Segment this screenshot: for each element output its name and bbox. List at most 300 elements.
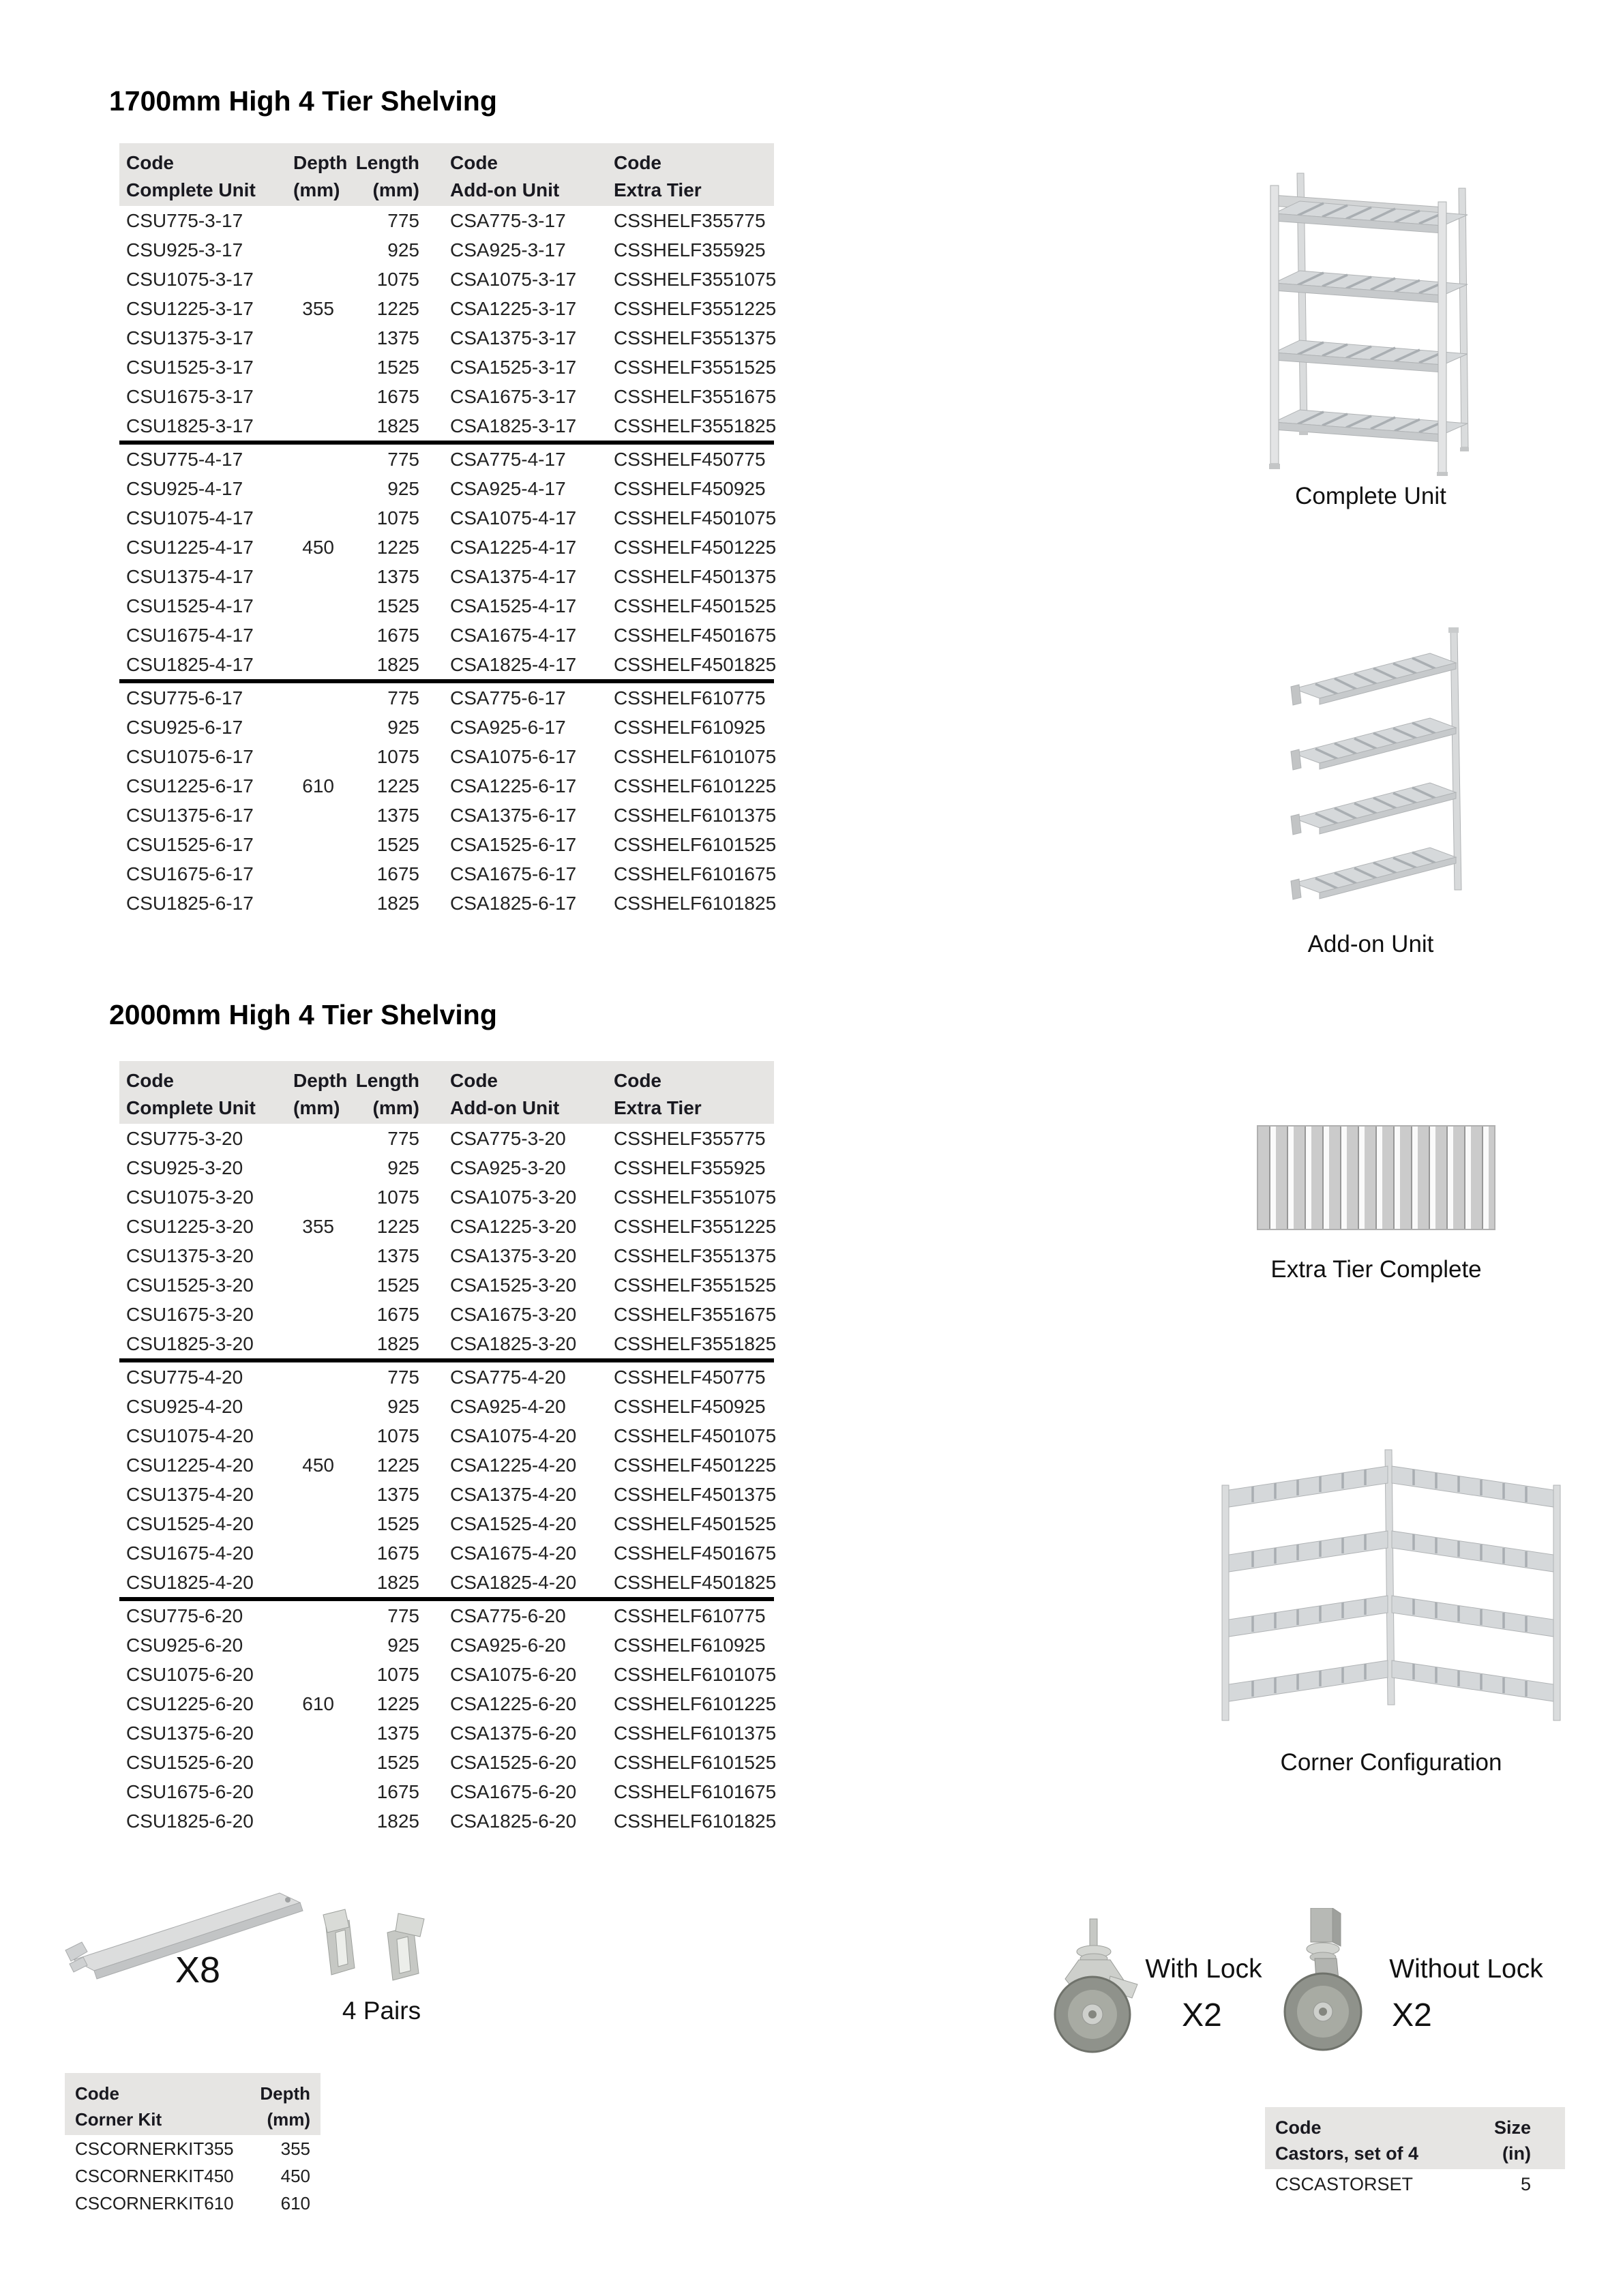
table-cell: CSSHELF6101825 [614, 1810, 777, 1832]
table-cell [293, 353, 334, 382]
table-cell: CSSHELF4501075 [614, 507, 777, 528]
table-cell: 1825 [376, 1333, 419, 1354]
figure-complete-unit [1248, 155, 1493, 510]
table-cell: CSSHELF3551225 [614, 1216, 777, 1237]
table-cell: CSU925-3-20 [126, 1157, 243, 1178]
table-cell: CSA1375-3-20 [450, 1245, 577, 1266]
table-cell: CSU1225-6-17 [126, 775, 254, 796]
corner-configuration-image [1193, 1432, 1589, 1742]
table-cell: CSU1675-3-20 [126, 1304, 254, 1325]
table-cell: CSU1825-4-17 [126, 654, 254, 675]
table-cell: CSA1075-6-17 [450, 746, 577, 767]
table-cell: CSSHELF4501075 [614, 1425, 777, 1446]
table-row [119, 1182, 777, 1212]
table-row [119, 830, 777, 859]
table-cell: CSSHELF355925 [614, 1157, 766, 1178]
table-header [1265, 2107, 1565, 2169]
table-cell: CSU1375-6-20 [126, 1723, 254, 1744]
table-cell: 775 [387, 449, 419, 470]
table-cell: CSU1825-3-20 [126, 1333, 254, 1354]
table-cell: 775 [387, 1367, 419, 1388]
header-code-complete-unit: Code Complete Unit [126, 1070, 256, 1118]
table-cell: CSSHELF4501675 [614, 1542, 777, 1564]
with-lock-quantity: X2 [1182, 1997, 1222, 2033]
table-cell: CSSHELF4501225 [614, 537, 777, 558]
table-cell: CSSHELF4501225 [614, 1455, 777, 1476]
header-depth: Depth (mm) [293, 1070, 348, 1118]
figure-corner-configuration [1193, 1432, 1589, 1776]
table-cell: CSU1525-3-20 [126, 1274, 254, 1296]
header-code-addon: Code Add-on Unit [450, 1070, 560, 1118]
table-cell: CSA1375-4-20 [450, 1484, 577, 1505]
table-cell: CSSHELF610925 [614, 717, 766, 738]
table-cell: CSU1825-6-20 [126, 1810, 254, 1832]
header-length: Length (mm) [355, 152, 419, 200]
table-cell: CSA1525-4-20 [450, 1513, 577, 1534]
table-cell [293, 1630, 334, 1660]
rail-quantity-label: X8 [175, 1950, 221, 1991]
table-cell: 1525 [376, 1513, 419, 1534]
table-cell: 775 [387, 1605, 419, 1626]
table-cell [293, 713, 334, 742]
table-cell: 355 [280, 2138, 310, 2159]
table-cell: 1225 [376, 1693, 419, 1714]
table-cell: CSA1075-4-20 [450, 1425, 577, 1446]
table-cell: CSSHELF450925 [614, 478, 766, 499]
table-cell: 1075 [376, 507, 419, 528]
table-cell: 355 [302, 1216, 334, 1237]
castor-with-lock-image [1042, 1918, 1151, 2057]
table-cell: CSSHELF450775 [614, 449, 766, 470]
table-cell: CSSHELF450925 [614, 1396, 766, 1417]
table-row [119, 1450, 777, 1480]
table-cell: 775 [387, 210, 419, 231]
table-cell: CSSHELF4501525 [614, 595, 777, 616]
table-cell: 1075 [376, 269, 419, 290]
table-cell: CSU925-6-17 [126, 717, 243, 738]
table-cell: CSA1675-6-17 [450, 863, 577, 884]
table-cell [293, 801, 334, 830]
table-cell: CSU1225-3-17 [126, 298, 254, 319]
table-row [119, 235, 774, 265]
table-cell: CSCASTORSET [1275, 2174, 1414, 2194]
table-cell: 1075 [376, 746, 419, 767]
table-cell: 1525 [376, 357, 419, 378]
table-cell: 1675 [376, 863, 419, 884]
table-row [119, 562, 777, 591]
table-cell: CSU1675-6-20 [126, 1781, 254, 1802]
table-cell: CSSHELF6101825 [614, 893, 777, 914]
table-row [119, 1718, 777, 1748]
table-row [119, 1300, 777, 1329]
table-cell: 925 [387, 1396, 419, 1417]
table-cell: 775 [387, 1128, 419, 1149]
table-cell [293, 1182, 334, 1212]
table-cell: CSU925-6-20 [126, 1635, 243, 1656]
table-cell: 1225 [376, 537, 419, 558]
table-row [119, 353, 777, 382]
table-cell: 5 [1520, 2174, 1531, 2194]
table-cell: 925 [387, 478, 419, 499]
table-cell [293, 1270, 334, 1300]
table-cell: CSSHELF3551075 [614, 269, 777, 290]
table-header [65, 2073, 321, 2135]
table-cell [293, 1153, 334, 1182]
header-size: Size (in) [1493, 2117, 1531, 2164]
table-cell [293, 1362, 334, 1392]
shelf-clips-image [315, 1904, 448, 1996]
table-row [119, 1329, 777, 1358]
table-cell: CSSHELF6101075 [614, 1664, 777, 1685]
table-cell: CSCORNERKIT450 [75, 2166, 234, 2186]
header-depth: Depth (mm) [260, 2083, 310, 2130]
table-row [119, 474, 774, 503]
table-row [119, 294, 777, 323]
table-cell: CSA1825-3-20 [450, 1333, 577, 1354]
table-cell [293, 683, 334, 713]
table-cell: CSSHELF3551825 [614, 1333, 777, 1354]
table-cell [293, 650, 334, 679]
table-cell: 1375 [376, 805, 419, 826]
table-cell: 1075 [376, 1664, 419, 1685]
table-cell: CSU1375-4-20 [126, 1484, 254, 1505]
table-cell: 1375 [376, 566, 419, 587]
table-row [65, 2162, 321, 2190]
table-cell: CSSHELF3551525 [614, 357, 777, 378]
table-cell [293, 1568, 334, 1597]
table-cell [293, 411, 334, 441]
table-cell: 610 [302, 1693, 334, 1714]
table-row [119, 713, 774, 742]
table-cell: 450 [302, 537, 334, 558]
table-cell [293, 1748, 334, 1777]
table-cell: CSA1375-4-17 [450, 566, 577, 587]
table-cell: CSU1525-6-20 [126, 1752, 254, 1773]
table-cell: CSA1075-3-20 [450, 1187, 577, 1208]
table-cell: CSU925-3-17 [126, 239, 243, 260]
table-body [65, 2135, 321, 2217]
table-cell: CSA1825-6-20 [450, 1810, 577, 1832]
table-cell: CSA1225-4-17 [450, 537, 577, 558]
table-cell: CSSHELF3551375 [614, 1245, 777, 1266]
table-cell: CSSHELF355925 [614, 239, 766, 260]
section2-title: 2000mm High 4 Tier Shelving [109, 999, 497, 1031]
table-row [119, 1568, 777, 1597]
table-cell: CSA1225-4-20 [450, 1455, 577, 1476]
table-cell: CSSHELF3551225 [614, 298, 777, 319]
table-cell: 1225 [376, 298, 419, 319]
extra-tier-label: Extra Tier Complete [1270, 1256, 1482, 1283]
table-cell: CSU1375-3-20 [126, 1245, 254, 1266]
table-cell: CSSHELF6101675 [614, 1781, 777, 1802]
table-row [119, 801, 777, 830]
table-cell: 1675 [376, 1781, 419, 1802]
table-cell: CSA925-4-17 [450, 478, 566, 499]
table-row [65, 2190, 321, 2217]
table-cell: CSU1075-6-20 [126, 1664, 254, 1685]
table-cell: CSSHELF3551675 [614, 1304, 777, 1325]
table-cell [293, 1806, 334, 1836]
table-cell: CSSHELF4501675 [614, 625, 777, 646]
table-cell: CSU1375-6-17 [126, 805, 254, 826]
table-cell: 610 [302, 775, 334, 796]
table-row [119, 650, 777, 679]
table-cell: CSA1525-3-20 [450, 1274, 577, 1296]
table-row [119, 1480, 777, 1509]
table-cell [293, 1421, 334, 1450]
table-cell: CSA1675-4-20 [450, 1542, 577, 1564]
table-cell: CSA775-4-20 [450, 1367, 566, 1388]
table-cell: 1375 [376, 327, 419, 348]
table-row [65, 2135, 321, 2162]
table-row [119, 411, 777, 441]
table-cell [293, 1718, 334, 1748]
table-cell: CSCORNERKIT355 [75, 2138, 234, 2159]
table-row [119, 1124, 774, 1153]
table-cell [293, 859, 334, 889]
table-cell [293, 323, 334, 353]
table-cell: CSSHELF3551375 [614, 327, 777, 348]
table-cell: CSU1075-3-17 [126, 269, 254, 290]
table-cell: CSSHELF3551825 [614, 415, 777, 436]
table-cell: CSSHELF450775 [614, 1367, 766, 1388]
table-row [119, 742, 777, 771]
table-cell [293, 1300, 334, 1329]
table-cell: CSU775-3-17 [126, 210, 243, 231]
table-cell: 1075 [376, 1187, 419, 1208]
table-row [119, 503, 777, 533]
table-cell: 1375 [376, 1484, 419, 1505]
addon-unit-label: Add-on Unit [1307, 931, 1434, 957]
table-cell: CSA1825-4-20 [450, 1572, 577, 1593]
with-lock-label: With Lock [1145, 1954, 1262, 1984]
table-cell: 1525 [376, 1752, 419, 1773]
table-cell: CSSHELF6101075 [614, 746, 777, 767]
section1-title: 1700mm High 4 Tier Shelving [109, 85, 497, 117]
table-cell: 1225 [376, 775, 419, 796]
table-body [1265, 2169, 1565, 2200]
table-cell: CSSHELF355775 [614, 210, 766, 231]
table-cell: CSSHELF610925 [614, 1635, 766, 1656]
table-cell: 1525 [376, 1274, 419, 1296]
table-row [119, 1509, 777, 1538]
table-cell: CSA1825-3-17 [450, 415, 577, 436]
table-cell [293, 1329, 334, 1358]
table-row [119, 1153, 774, 1182]
table-row [119, 1421, 777, 1450]
table-header [119, 143, 774, 206]
clips-quantity-label: 4 Pairs [342, 1997, 421, 2025]
table-row [119, 621, 777, 650]
table-cell [293, 1241, 334, 1270]
table-cell: CSSHELF4501525 [614, 1513, 777, 1534]
table-cell: CSA1525-6-17 [450, 834, 577, 855]
complete-unit-image [1248, 155, 1493, 476]
table-cell: CSA1225-6-20 [450, 1693, 577, 1714]
table-cell [293, 742, 334, 771]
table-cell: CSU1225-6-20 [126, 1693, 254, 1714]
table-row [119, 1601, 774, 1630]
table-row [119, 683, 774, 713]
table-cell: 355 [302, 298, 334, 319]
table-cell: CSU1525-6-17 [126, 834, 254, 855]
table-cell [293, 1392, 334, 1421]
table-row [119, 1270, 777, 1300]
table-cell: 450 [280, 2166, 310, 2186]
table-cell: CSSHELF6101375 [614, 1723, 777, 1744]
table-row [119, 1660, 777, 1689]
table-cell [293, 382, 334, 411]
table-cell: 1825 [376, 1572, 419, 1593]
table-cell [293, 1777, 334, 1806]
table-cell: CSU775-3-20 [126, 1128, 243, 1149]
table-cell: CSU1675-6-17 [126, 863, 254, 884]
table-cell: CSU925-4-17 [126, 478, 243, 499]
table-cell: 1075 [376, 1425, 419, 1446]
table-cell [293, 830, 334, 859]
table-cell: CSU1375-4-17 [126, 566, 254, 587]
table-cell: CSA1675-3-20 [450, 1304, 577, 1325]
table-cell [293, 503, 334, 533]
table-cell: CSU1075-4-17 [126, 507, 254, 528]
table-cell [293, 889, 334, 918]
table-cell: CSSHELF6101225 [614, 775, 777, 796]
table-cell: CSSHELF4501375 [614, 1484, 777, 1505]
table-cell: CSU1825-4-20 [126, 1572, 254, 1593]
table-row [119, 445, 774, 474]
table-cell: CSU1375-3-17 [126, 327, 254, 348]
table-row [119, 1689, 777, 1718]
complete-unit-label: Complete Unit [1295, 483, 1446, 509]
table-row [119, 1748, 777, 1777]
table-row [119, 859, 777, 889]
table-cell: CSSHELF4501825 [614, 654, 777, 675]
table-row [119, 771, 777, 801]
table-cell [293, 1480, 334, 1509]
corner-configuration-label: Corner Configuration [1280, 1749, 1502, 1776]
table-cell: CSSHELF3551075 [614, 1187, 777, 1208]
table-cell: CSA925-4-20 [450, 1396, 566, 1417]
table-cell: CSSHELF355775 [614, 1128, 766, 1149]
table-cell: CSU775-6-20 [126, 1605, 243, 1626]
table-cell: 1225 [376, 1455, 419, 1476]
table-cell: 1225 [376, 1216, 419, 1237]
castors-table [1265, 2107, 1565, 2200]
table-cell [293, 265, 334, 294]
table-cell: 925 [387, 1157, 419, 1178]
table-cell: CSA1075-3-17 [450, 269, 577, 290]
table-cell: CSU925-4-20 [126, 1396, 243, 1417]
table-row [119, 1538, 777, 1568]
table-body [119, 206, 777, 918]
table-cell: CSA1525-4-17 [450, 595, 577, 616]
table-cell: CSSHELF4501825 [614, 1572, 777, 1593]
header-code-complete-unit: Code Complete Unit [126, 152, 256, 200]
table-cell: CSA775-6-20 [450, 1605, 566, 1626]
table-cell [293, 1538, 334, 1568]
without-lock-label: Without Lock [1389, 1954, 1543, 1984]
figure-addon-unit [1258, 624, 1483, 958]
table-row [119, 1392, 774, 1421]
header-depth: Depth (mm) [293, 152, 348, 200]
table-cell: CSA1525-3-17 [450, 357, 577, 378]
table-cell: CSA1675-4-17 [450, 625, 577, 646]
table-row [119, 1241, 777, 1270]
table-row [119, 206, 774, 235]
table-cell: CSA925-3-17 [450, 239, 566, 260]
table-cell: CSU1225-4-20 [126, 1455, 254, 1476]
header-code-extra-tier: Code Extra Tier [614, 1070, 702, 1118]
table-cell: CSU775-4-17 [126, 449, 243, 470]
table-cell: 1825 [376, 415, 419, 436]
table-cell: 610 [280, 2193, 310, 2213]
table-cell: CSA775-3-20 [450, 1128, 566, 1149]
table-cell: CSA1525-6-20 [450, 1752, 577, 1773]
table-row [119, 323, 777, 353]
shelving-table-1700 [119, 143, 777, 918]
table-cell: CSSHELF6101525 [614, 1752, 777, 1773]
table-cell: 1675 [376, 1542, 419, 1564]
table-cell: CSA925-6-17 [450, 717, 566, 738]
table-cell: CSU1525-3-17 [126, 357, 254, 378]
table-cell: CSSHELF6101225 [614, 1693, 777, 1714]
table-cell: CSU1675-3-17 [126, 386, 254, 407]
table-cell: 775 [387, 687, 419, 709]
table-cell: CSA775-3-17 [450, 210, 566, 231]
table-cell: CSSHELF610775 [614, 687, 766, 709]
table-cell: CSA1675-3-17 [450, 386, 577, 407]
table-row [119, 889, 777, 918]
table-cell: CSU1225-4-17 [126, 537, 254, 558]
table-cell: 1525 [376, 595, 419, 616]
table-cell [293, 445, 334, 474]
corner-kit-table [65, 2073, 321, 2217]
table-cell: CSA775-4-17 [450, 449, 566, 470]
table-cell: CSA1225-6-17 [450, 775, 577, 796]
table-row [119, 382, 777, 411]
table-cell [293, 206, 334, 235]
shelving-table-2000 [119, 1061, 777, 1836]
table-cell [293, 1601, 334, 1630]
table-cell: CSSHELF3551525 [614, 1274, 777, 1296]
table-cell: CSA1375-3-17 [450, 327, 577, 348]
table-row [119, 265, 777, 294]
table-cell: 1375 [376, 1245, 419, 1266]
table-cell: CSSHELF610775 [614, 1605, 766, 1626]
table-cell: CSU775-6-17 [126, 687, 243, 709]
table-cell: 925 [387, 717, 419, 738]
header-length: Length (mm) [355, 1070, 419, 1118]
table-cell: 1675 [376, 386, 419, 407]
table-row [119, 533, 777, 562]
table-cell: CSA1825-6-17 [450, 893, 577, 914]
table-cell: CSA1375-6-17 [450, 805, 577, 826]
table-cell: CSU1075-6-17 [126, 746, 254, 767]
table-cell: CSSHELF6101675 [614, 863, 777, 884]
header-code-addon: Code Add-on Unit [450, 152, 560, 200]
table-cell: CSA1225-3-20 [450, 1216, 577, 1237]
table-cell: CSU1525-4-17 [126, 595, 254, 616]
table-row [119, 1212, 777, 1241]
table-cell: 1525 [376, 834, 419, 855]
without-lock-quantity: X2 [1392, 1997, 1432, 2033]
table-cell: 925 [387, 239, 419, 260]
figure-extra-tier [1257, 1125, 1495, 1283]
table-cell: CSSHELF4501375 [614, 566, 777, 587]
table-cell: CSA1075-6-20 [450, 1664, 577, 1685]
extra-tier-image [1257, 1125, 1495, 1230]
table-cell: CSA925-6-20 [450, 1635, 566, 1656]
